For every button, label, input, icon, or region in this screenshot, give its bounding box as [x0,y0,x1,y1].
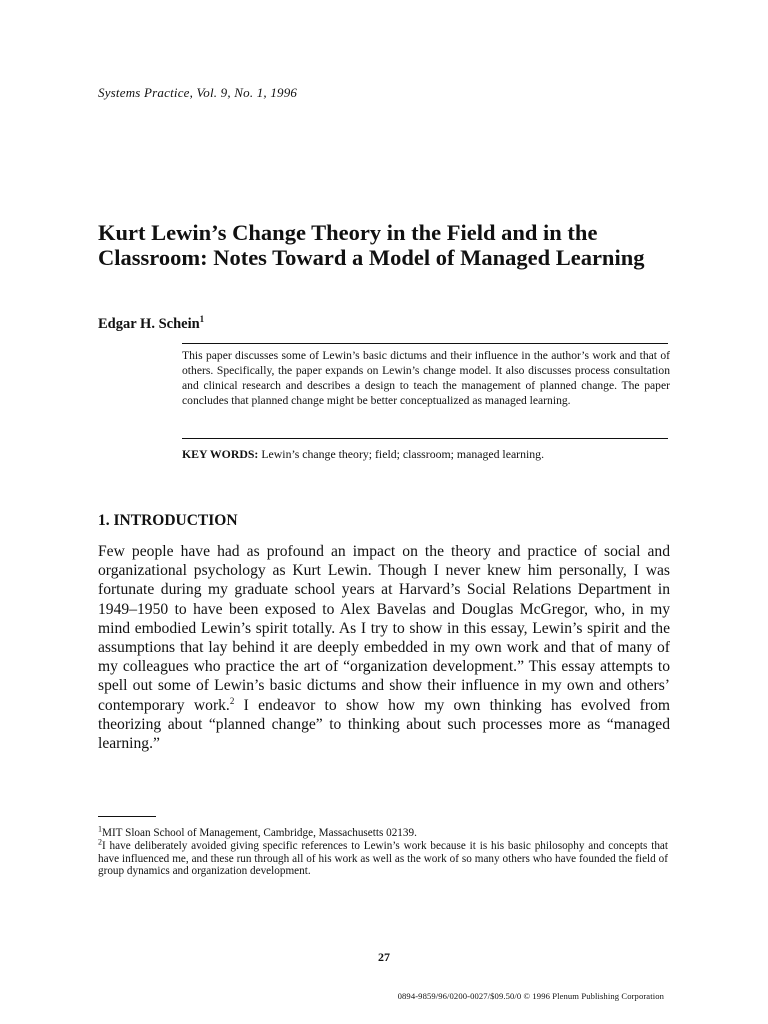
author-line [98,316,204,333]
footnote-mark: 2 [98,837,102,847]
journal-citation: Systems Practice, Vol. 9, No. 1, 1996 [98,85,298,100]
footnote-1 [98,824,668,840]
article-title: Kurt Lewin’s Change Theory in the Field and in the Classroom: Notes Toward a Model of Managed Learning [98,220,645,270]
author-name: Edgar H. Schein [98,316,200,332]
body-paragraph [98,542,670,753]
footnote-mark: 1 [98,824,102,834]
paragraph-text-part2: I endeavor to show how my own thinking has evolved from theorizing about “planned change” to thinking about such processes more as “managed learning.” [98,696,670,753]
author-footnote-mark: 1 [199,314,205,325]
footnotes [98,824,668,878]
footnote-2 [98,837,668,878]
section-heading: 1. INTRODUCTION [98,512,238,529]
keywords-text: Lewin’s change theory; field; classroom; managed learning. [261,447,545,461]
keywords [182,447,670,462]
abstract-top-rule [182,343,668,344]
footnote-text: MIT Sloan School of Management, Cambridge, Massachusetts 02139. [102,827,417,839]
paragraph-text-part1: Few people have had as profound an impact on the theory and practice of social and organizational psychology as Kurt Lewin. Though I never knew him personally, I was fortunate during my graduate school years at Harvard’s Social Relations Department in 1949–1950 to have been exposed to Alex Bavelas and Douglas McGregor, who, in my mind embodied Lewin’s spirit totally. As I try to show in this essay, Lewin’s spirit and the assumptions that lay behind it are deeply embedded in my own work and that of many of my colleagues who practice the art of “organization development.” This essay attempts to spell out some of Lewin’s basic dictums and show their influence in my own and others’ contemporary work. [98,543,670,714]
paragraph-footnote-mark: 2 [229,695,235,706]
keywords-label: KEY WORDS: [182,447,259,461]
abstract: This paper discusses some of Lewin’s basic dictums and their influence in the author’s work and that of others. Specifically, the paper expands on Lewin’s change model. It also discusses process consultation and clinical research and describes a design to teach the management of planned change. The paper concludes that planned change might be better conceptualized as managed learning. [182,349,670,407]
footnote-rule [98,816,156,817]
copyright-line: 0894-9859/96/0200-0027/$09.50/0 © 1996 Plenum Publishing Corporation [397,991,664,1001]
abstract-bottom-rule [182,438,668,439]
page-number: 27 [378,950,390,964]
footnote-text: I have deliberately avoided giving specific references to Lewin’s work because it is his basic philosophy and concepts that have influenced me, and these run through all of his work as well as the work of so many others who have founded the field of group dynamics and organization development. [98,839,668,878]
